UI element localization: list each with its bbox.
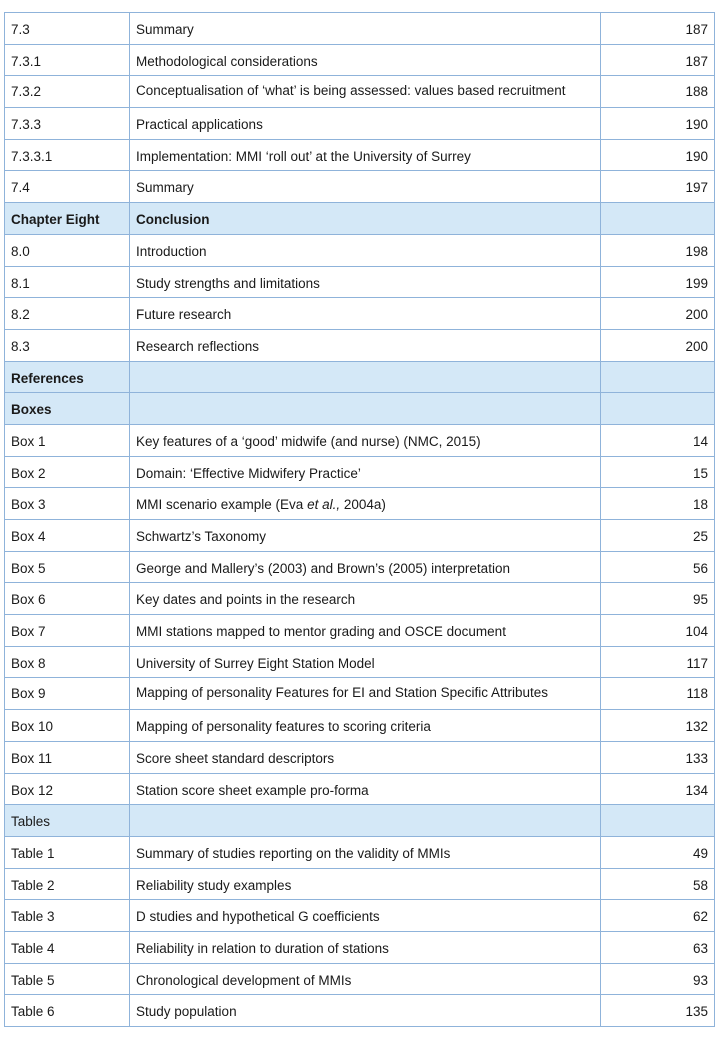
table-number: Table 2 — [5, 868, 130, 900]
box-number: Box 12 — [5, 773, 130, 805]
toc-row — [5, 583, 715, 615]
page-number: 15 — [601, 456, 715, 488]
toc-row — [5, 868, 715, 900]
page-number: 62 — [601, 900, 715, 932]
section-title: Summary — [130, 171, 601, 203]
box-title-text: 2004a) — [340, 497, 386, 513]
page-number: 118 — [601, 678, 715, 710]
tables-heading-row — [5, 805, 715, 837]
page-number — [601, 361, 715, 393]
page-number: 18 — [601, 488, 715, 520]
page-number: 190 — [601, 108, 715, 140]
page-number — [601, 393, 715, 425]
box-title: George and Mallery’s (2003) and Brown’s (2005) interpretation — [130, 551, 601, 583]
table-of-contents — [4, 12, 715, 1027]
section-title: Summary — [130, 13, 601, 45]
toc-row — [5, 900, 715, 932]
page-number: 134 — [601, 773, 715, 805]
page-number: 14 — [601, 424, 715, 456]
table-number: Table 4 — [5, 931, 130, 963]
page-number: 135 — [601, 995, 715, 1027]
toc-row — [5, 551, 715, 583]
box-number: Box 4 — [5, 520, 130, 552]
section-title: Future research — [130, 298, 601, 330]
table-number: Table 5 — [5, 963, 130, 995]
page-number: 95 — [601, 583, 715, 615]
boxes-heading-row — [5, 393, 715, 425]
toc-row — [5, 615, 715, 647]
box-title: Key features of a ‘good’ midwife (and nurse) (NMC, 2015) — [130, 424, 601, 456]
section-number: 7.3.1 — [5, 44, 130, 76]
page-number: 63 — [601, 931, 715, 963]
chapter-heading-row — [5, 203, 715, 235]
box-title-italic: et al., — [307, 497, 341, 513]
page-number: 49 — [601, 836, 715, 868]
toc-row — [5, 488, 715, 520]
box-number: Box 1 — [5, 424, 130, 456]
toc-row — [5, 76, 715, 108]
section-number: 7.3 — [5, 13, 130, 45]
box-title: Score sheet standard descriptors — [130, 741, 601, 773]
page-number: 199 — [601, 266, 715, 298]
toc-row — [5, 710, 715, 742]
section-number: 8.1 — [5, 266, 130, 298]
toc-row — [5, 171, 715, 203]
section-title: Conceptualisation of ‘what’ is being assessed: values based recruitment — [130, 76, 601, 108]
box-number: Box 9 — [5, 678, 130, 710]
section-number: 8.3 — [5, 329, 130, 361]
toc-row — [5, 329, 715, 361]
toc-row — [5, 108, 715, 140]
box-number: Box 6 — [5, 583, 130, 615]
box-number: Box 10 — [5, 710, 130, 742]
toc-row — [5, 646, 715, 678]
section-number: 7.3.3.1 — [5, 139, 130, 171]
box-number: Box 8 — [5, 646, 130, 678]
page-number: 197 — [601, 171, 715, 203]
page-number: 25 — [601, 520, 715, 552]
page-number: 58 — [601, 868, 715, 900]
table-title: Chronological development of MMIs — [130, 963, 601, 995]
page-number — [601, 805, 715, 837]
box-number: Box 2 — [5, 456, 130, 488]
toc-row — [5, 678, 715, 710]
toc-row — [5, 266, 715, 298]
section-number: 8.0 — [5, 234, 130, 266]
table-title: Summary of studies reporting on the validity of MMIs — [130, 836, 601, 868]
references-heading: References — [5, 361, 130, 393]
page-number: 198 — [601, 234, 715, 266]
toc-row — [5, 13, 715, 45]
section-title: Study strengths and limitations — [130, 266, 601, 298]
page-number: 133 — [601, 741, 715, 773]
box-title: Schwartz’s Taxonomy — [130, 520, 601, 552]
chapter-title: Conclusion — [130, 203, 601, 235]
page-number: 190 — [601, 139, 715, 171]
box-title-text: MMI scenario example (Eva — [136, 497, 308, 513]
toc-row — [5, 456, 715, 488]
section-number: 8.2 — [5, 298, 130, 330]
box-title: Domain: ‘Effective Midwifery Practice’ — [130, 456, 601, 488]
toc-row — [5, 836, 715, 868]
table-title: Reliability study examples — [130, 868, 601, 900]
page-number: 187 — [601, 13, 715, 45]
toc-row — [5, 234, 715, 266]
box-title: Mapping of personality Features for EI and Station Specific Attributes — [130, 678, 601, 710]
box-title: Mapping of personality features to scoring criteria — [130, 710, 601, 742]
box-title: Station score sheet example pro-forma — [130, 773, 601, 805]
page-number — [601, 203, 715, 235]
tables-heading: Tables — [5, 805, 130, 837]
box-title: University of Surrey Eight Station Model — [130, 646, 601, 678]
section-title: Research reflections — [130, 329, 601, 361]
toc-row — [5, 298, 715, 330]
section-number: 7.3.2 — [5, 76, 130, 108]
section-title: Practical applications — [130, 108, 601, 140]
toc-row — [5, 773, 715, 805]
page-number: 187 — [601, 44, 715, 76]
section-title — [130, 805, 601, 837]
toc-row — [5, 741, 715, 773]
section-number: 7.3.3 — [5, 108, 130, 140]
toc-row — [5, 520, 715, 552]
page-number: 132 — [601, 710, 715, 742]
table-number: Table 6 — [5, 995, 130, 1027]
toc-row — [5, 139, 715, 171]
box-number: Box 7 — [5, 615, 130, 647]
page-number: 200 — [601, 329, 715, 361]
section-title — [130, 393, 601, 425]
page-number: 188 — [601, 76, 715, 108]
section-title: Methodological considerations — [130, 44, 601, 76]
chapter-label: Chapter Eight — [5, 203, 130, 235]
box-title: MMI stations mapped to mentor grading and OSCE document — [130, 615, 601, 647]
page-number: 200 — [601, 298, 715, 330]
table-title: Reliability in relation to duration of stations — [130, 931, 601, 963]
toc-row — [5, 931, 715, 963]
box-number: Box 11 — [5, 741, 130, 773]
references-heading-row — [5, 361, 715, 393]
table-title: Study population — [130, 995, 601, 1027]
box-number: Box 3 — [5, 488, 130, 520]
toc-row — [5, 995, 715, 1027]
table-title: D studies and hypothetical G coefficients — [130, 900, 601, 932]
section-title: Implementation: MMI ‘roll out’ at the University of Surrey — [130, 139, 601, 171]
toc-row — [5, 424, 715, 456]
table-number: Table 3 — [5, 900, 130, 932]
box-title: Key dates and points in the research — [130, 583, 601, 615]
page-number: 104 — [601, 615, 715, 647]
table-number: Table 1 — [5, 836, 130, 868]
page-number: 117 — [601, 646, 715, 678]
section-number: 7.4 — [5, 171, 130, 203]
page-number: 56 — [601, 551, 715, 583]
box-title — [130, 488, 601, 520]
boxes-heading: Boxes — [5, 393, 130, 425]
section-title: Introduction — [130, 234, 601, 266]
section-title — [130, 361, 601, 393]
box-number: Box 5 — [5, 551, 130, 583]
page-number: 93 — [601, 963, 715, 995]
toc-row — [5, 963, 715, 995]
toc-row — [5, 44, 715, 76]
